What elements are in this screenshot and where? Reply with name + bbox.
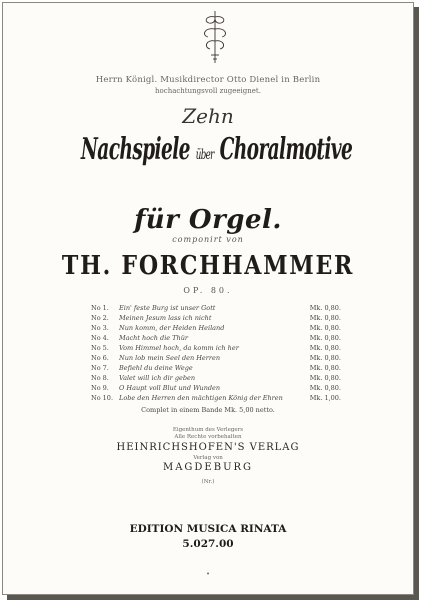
main-title-word-1: Nachspiele [80, 132, 190, 167]
opus-number: OP. 80. [183, 286, 233, 295]
list-item: No 10. Lobe den Herren den mächtigen König der Ehren Mk. 1,00. [91, 394, 341, 402]
list-item: No 4. Macht hoch die Thür Mk. 0,80. [91, 334, 341, 342]
footer-mark: • [206, 571, 210, 578]
publisher-note-2: Alle Rechte vorbehalten [174, 434, 242, 440]
complete-edition-price: Complet in einem Bande Mk. 5,00 netto. [141, 406, 275, 414]
publisher-name: HEINRICHSHOFEN'S VERLAG [116, 442, 300, 453]
edition-name: EDITION MUSICA RINATA [129, 523, 287, 535]
list-item: No 8. Valet will ich dir geben Mk. 0,80. [91, 374, 341, 382]
publisher-city: MAGDEBURG [162, 462, 254, 473]
publisher-place-note: Verlag von [193, 455, 223, 461]
list-item: No 6. Nun lob mein Seel den Herren Mk. 0,80. [91, 354, 341, 362]
title-page [2, 2, 414, 595]
edition-number: 5.027.00 [182, 538, 234, 550]
main-title [80, 132, 353, 167]
pieces-list [91, 303, 341, 403]
composed-by: componirt von [172, 235, 244, 244]
list-item: No 2. Meinen Jesum lass ich nicht Mk. 0,80. [91, 314, 341, 322]
title-number: Zehn [182, 104, 234, 128]
list-item: No 7. Befiehl du deine Wege Mk. 0,80. [91, 364, 341, 372]
publisher-note-1: Eigenthum des Verlegers [172, 427, 244, 433]
list-item: No 9. O Haupt voll Blut und Wunden Mk. 0,80. [91, 384, 341, 392]
dedication-line-2: hochachtungsvoll zugeeignet. [155, 87, 261, 95]
instrument-title: für Orgel. [134, 205, 282, 235]
list-item: No 3. Nun komm, der Heiden Heiland Mk. 0,80. [91, 324, 341, 332]
plate-number: (Nr.) [201, 479, 215, 485]
list-item: No 1. Ein' feste Burg ist unser Gott Mk. 0,80. [91, 304, 341, 312]
top-ornament-icon [193, 9, 237, 65]
dedication-line-1: Herrn Königl. Musikdirector Otto Dienel in Berlin [95, 75, 321, 85]
main-title-word-2: Choralmotive [219, 132, 353, 167]
list-item: No 5. Vom Himmel hoch, da komm ich her Mk. 0,80. [91, 344, 341, 352]
composer-name: TH. FORCHHAMMER [61, 251, 355, 281]
main-title-connector: über [195, 147, 214, 163]
